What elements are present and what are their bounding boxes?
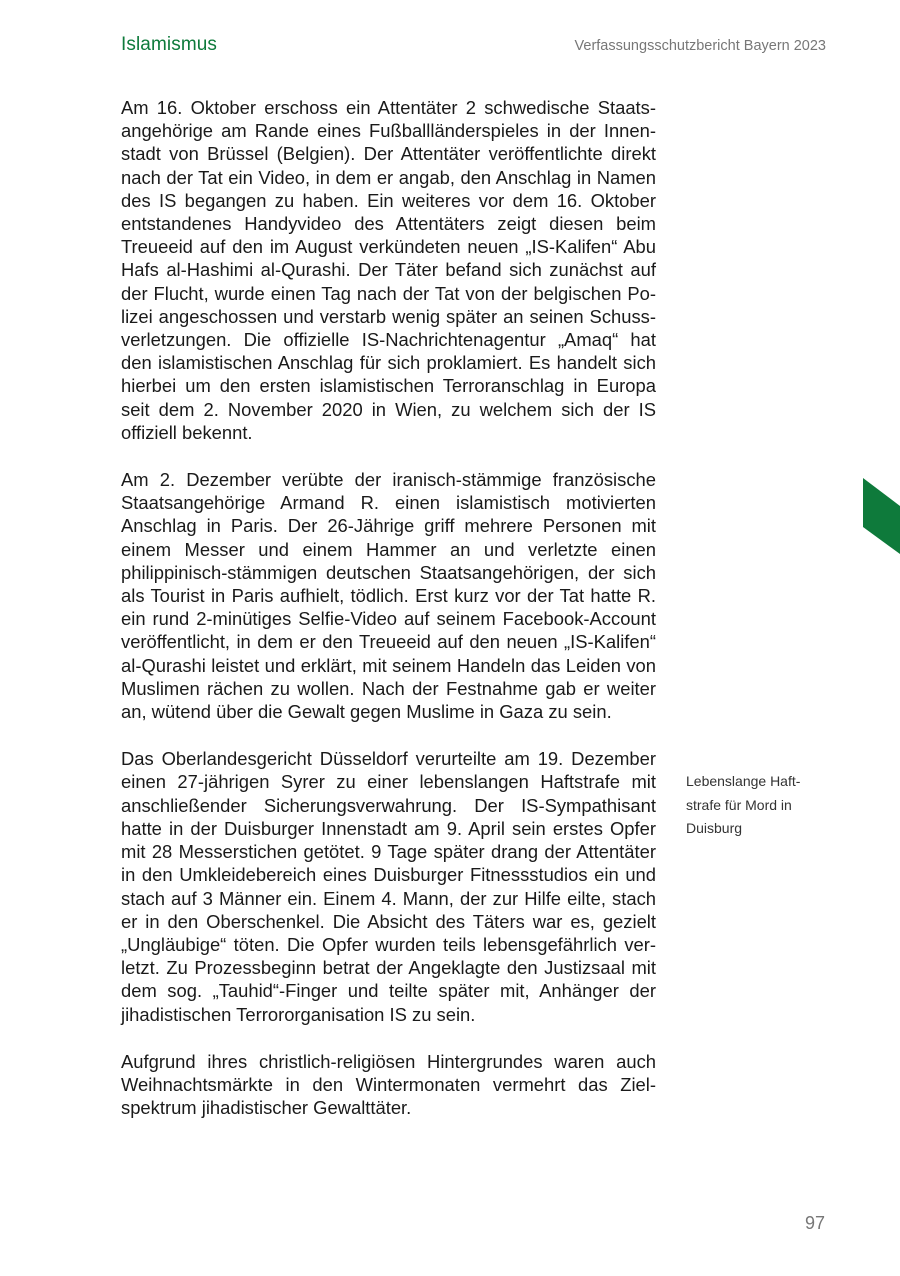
margin-note-line: Duisburg bbox=[686, 820, 743, 836]
margin-note bbox=[686, 770, 826, 841]
main-text bbox=[121, 96, 656, 1143]
section-title: Islamismus bbox=[121, 34, 218, 55]
document-title: Verfassungsschutzbericht Bayern 2023 bbox=[574, 38, 826, 54]
margin-note-line: Lebenslange Haft- bbox=[686, 773, 801, 789]
chapter-tab-marker bbox=[863, 478, 900, 554]
margin-note-line: strafe für Mord in bbox=[686, 796, 792, 813]
paragraph-paris-attack: Am 2. Dezember verübte der iranisch-stämmige französische Staatsangehörige Armand R. einen islamistisch motivierten Anschlag in Paris. Der 26-Jährige griff mehrere Personen mit einem Messer und einem Hammer an und verletzte einen philippinisch-stämmigen deutschen Staatsangehörigen, der sich als Tourist in Paris aufhielt, tödlich. Erst kurz vor der Tat hatte R. ein rund 2-minütiges Selfie-Video auf seinem Facebook-Account veröffentlicht, in dem er den Treueeid auf den neuen „IS-Kalifen“ al-Qurashi leistet und erklärt, mit seinem Handeln das Leiden von Muslimen rächen zu wollen. Nach der Festnahme gab er weiter an, wütend über die Gewalt gegen Muslime in Gaza zu sein. bbox=[121, 469, 656, 723]
page-number: 97 bbox=[804, 1213, 825, 1233]
paragraph-duisburg-verdict: Das Oberlandesgericht Düsseldorf verurteilte am 19. Dezember einen 27-jährigen Syrer zu einer lebenslangen Haftstrafe mit anschließender Sicherungsverwahrung. Der IS-Sympathisant hatte in der Duisburger Innenstadt am 9. April sein erstes Opfer mit 28 Messerstichen getötet. 9 Tage später drang der Attentäter in den Umkleidebereich eines Duisburger Fitnessstudios ein und stach auf 3 Männer ein. Einem 4. Mann, der zur Hilfe eilte, stach er in den Oberschenkel. Die Absicht des Täters war es, gezielt „Ungläubige“ töten. Die Opfer wurden teils lebensgefährlich verletzt. Zu Prozessbeginn betrat der Angeklagte den Justizsaal mit dem sog. „Tauhid“-Finger und teilte später mit, Anhänger der jihadistischen Terrororganisation IS zu sein. bbox=[121, 748, 656, 1025]
paragraph-christmas-markets: Aufgrund ihres christlich-religiösen Hintergrundes waren auch Weihnachtsmärkte in den Wintermonaten vermehrt das Zielspektrum jihadistischer Gewalttäter. bbox=[121, 1050, 656, 1119]
paragraph-brussels-attack: Am 16. Oktober erschoss ein Attentäter 2 schwedische Staatsangehörige am Rande eines Fußballländerspieles in der Innenstadt von Brüssel (Belgien). Der Attentäter veröffentlichte direkt nach der Tat ein Video, in dem er angab, den Anschlag in Namen des IS begangen zu haben. Ein weiteres vor dem 16. Oktober entstandenes Handyvideo des Attentäters zeigt diesen beim Treueeid auf den im August verkündeten neuen „IS-Kalifen“ Abu Hafs al-Hashimi al-Qurashi. Der Täter befand sich zunächst auf der Flucht, wurde einen Tag nach der Tat von der belgischen Polizei angeschossen und verstarb wenig später an seinen Schussverletzungen. Die offizielle IS-Nachrichtenagentur „Amaq“ hat den islamistischen Anschlag für sich proklamiert. Es handelt sich hierbei um den ersten islamistischen Terroranschlag in Europa seit dem 2. November 2020 in Wien, zu welchem sich der IS offiziell bekennt. bbox=[121, 97, 656, 443]
